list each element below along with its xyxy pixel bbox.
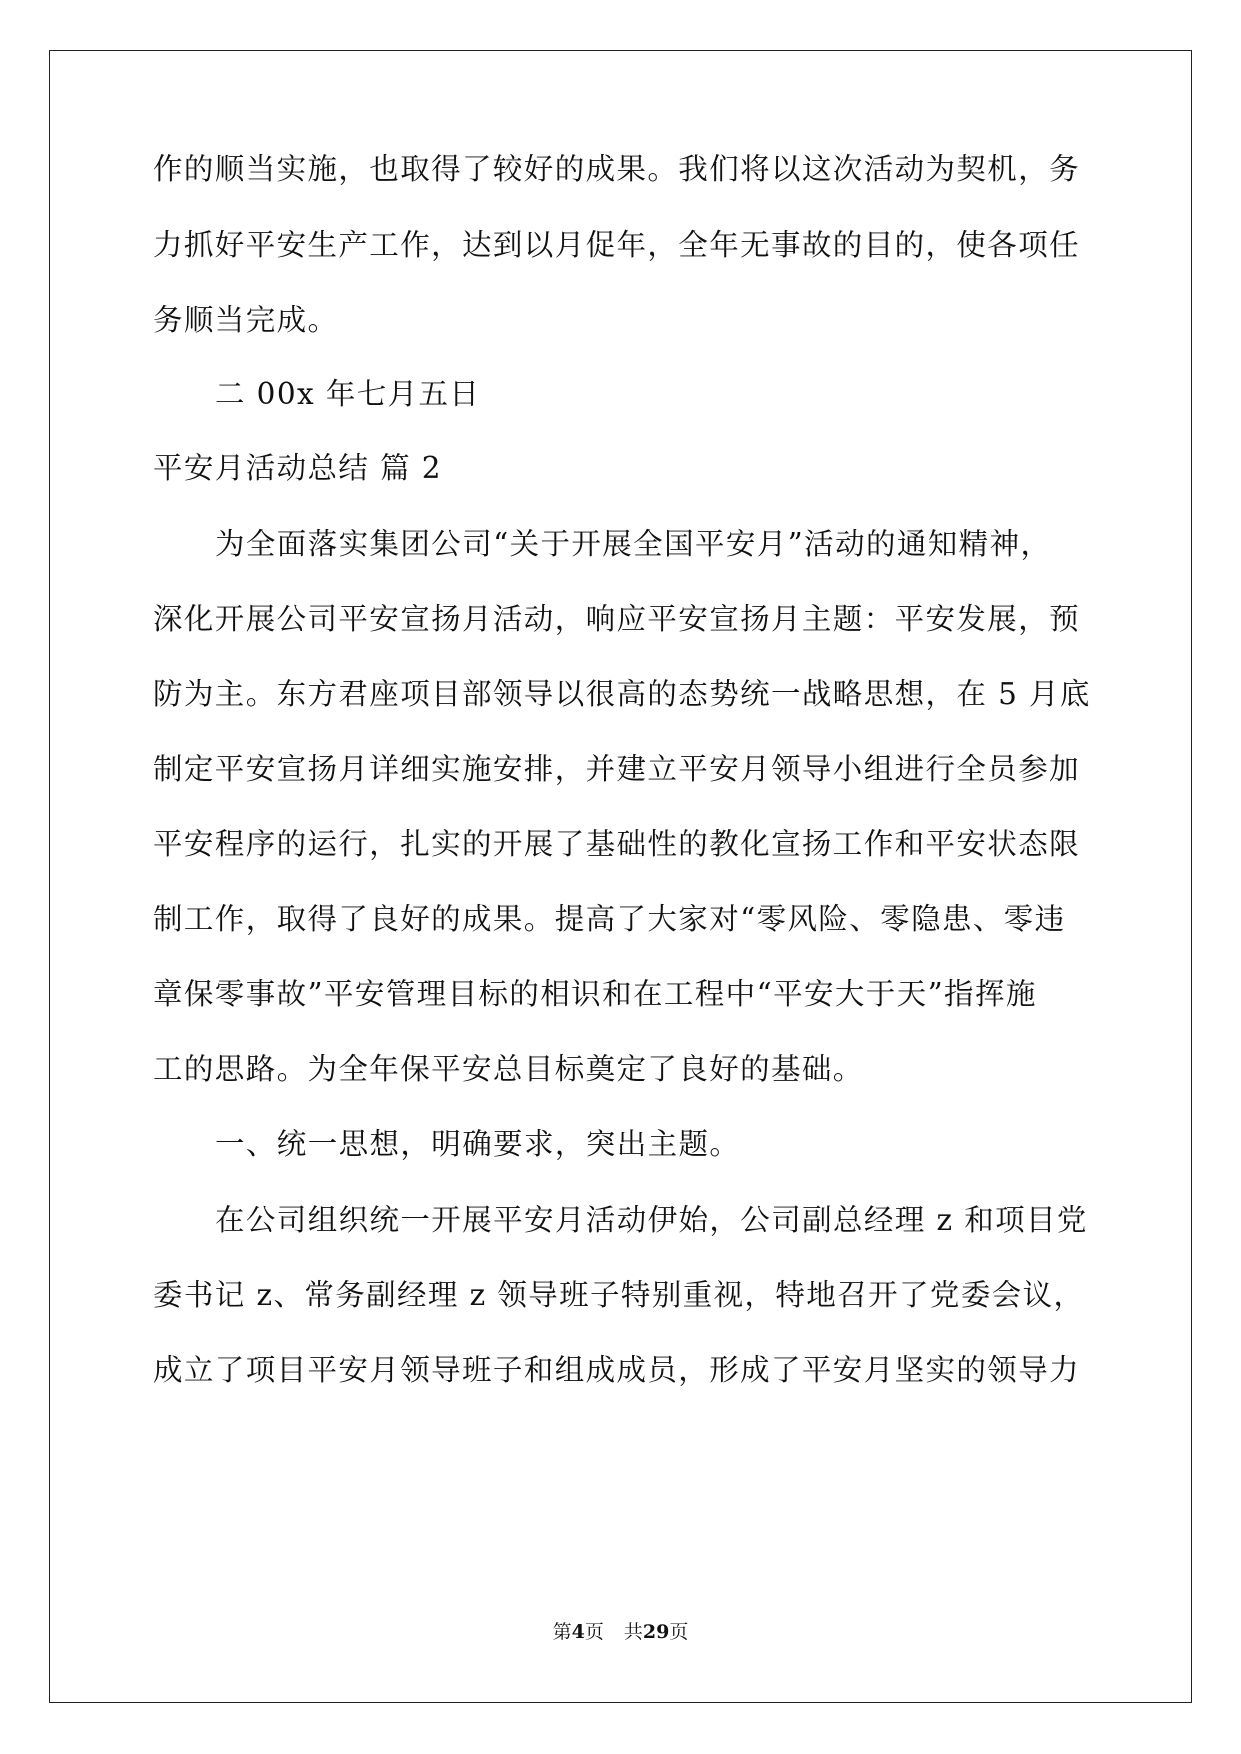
page-border	[49, 50, 1192, 1703]
body-text-line: 章保零事故”平安管理目标的相识和在工程中“平安大于天”指挥施	[153, 977, 1037, 1011]
body-text-line: 力抓好平安生产工作，达到以月促年，全年无事故的目的，使各项任	[153, 228, 1081, 262]
body-text-line: 工的思路。为全年保平安总目标奠定了良好的基础。	[153, 1052, 864, 1086]
body-text-line: 委书记 z、常务副经理 z 领导班子特别重视，特地召开了党委会议，	[153, 1278, 1085, 1312]
body-text-line: 务顺当完成。	[153, 303, 339, 337]
body-text-line: 平安程序的运行，扎实的开展了基础性的教化宣扬工作和平安状态限	[153, 827, 1081, 861]
body-text-line: 在公司组织统一开展平安月活动伊始，公司副总经理 z 和项目党	[215, 1203, 1088, 1237]
total-pages: 29	[642, 1621, 670, 1643]
body-text-line: 作的顺当实施，也取得了较好的成果。我们将以这次活动为契机，务	[153, 152, 1081, 186]
total-suffix: 页	[669, 1621, 689, 1643]
body-text-line: 防为主。东方君座项目部领导以很高的态势统一战略思想，在 5 月底	[153, 677, 1091, 711]
body-text-line: 成立了项目平安月领导班子和组成成员，形成了平安月坚实的领导力	[153, 1353, 1081, 1387]
page-suffix: 页	[584, 1621, 604, 1643]
page-footer	[0, 1619, 1241, 1645]
total-prefix: 共	[623, 1621, 643, 1643]
body-text-line: 制定平安宣扬月详细实施安排，并建立平安月领导小组进行全员参加	[153, 752, 1081, 786]
section-heading: 平安月活动总结 篇 2	[153, 451, 442, 485]
body-text-line: 为全面落实集团公司“关于开展全国平安月”活动的通知精神，	[215, 527, 1052, 561]
subheading: 一、统一思想，明确要求，突出主题。	[215, 1127, 741, 1161]
body-text-line: 制工作，取得了良好的成果。提高了大家对“零风险、零隐患、零违	[153, 902, 1066, 936]
page-number: 4	[571, 1621, 585, 1643]
page-prefix: 第	[552, 1621, 572, 1643]
date-line: 二 00x 年七月五日	[215, 377, 481, 411]
body-text-line: 深化开展公司平安宣扬月活动，响应平安宣扬月主题：平安发展，预	[153, 602, 1081, 636]
